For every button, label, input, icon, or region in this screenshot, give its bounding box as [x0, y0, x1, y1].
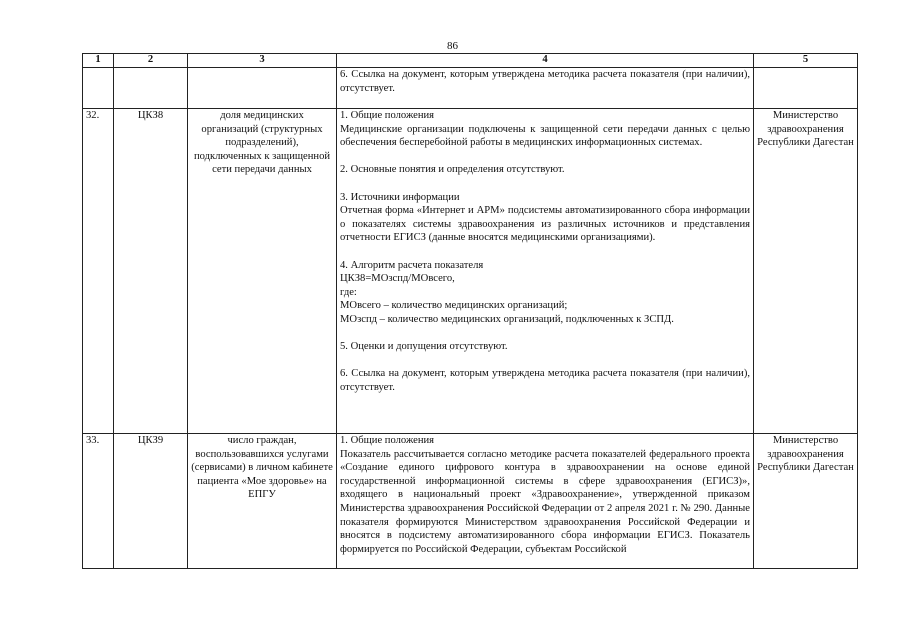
row-number: 32. — [83, 109, 114, 434]
indicator-code: ЦКЗ8 — [114, 109, 188, 434]
responsible-body: Министерство здравоохранения Республики Дагестан — [754, 434, 858, 569]
table-row-33 — [83, 434, 858, 569]
cell-methodology — [337, 434, 754, 569]
cell-empty — [114, 68, 188, 109]
cell-empty — [83, 68, 114, 109]
section-definitions: 2. Основные понятия и определения отсутствуют. — [340, 164, 565, 176]
methodology-reference: 6. Ссылка на документ, которым утверждена методика расчета показателя (при наличии), отсутствует. — [340, 69, 750, 94]
cell-empty — [754, 68, 858, 109]
table-row-continuation — [83, 68, 858, 109]
section-text: Показатель рассчитывается согласно методике расчета показателей федерального проекта «Создание единого цифрового контура в здравоохранении на основе единой государственной информационной системы в сфере здравоохранения (ЕГИСЗ)», входящего в национальный проект «Здравоохранение», утвержденной приказом Министерства здравоохранения Российской Федерации от 2 апреля 2021 г. № 290. Данные показателя формируются Министерством здравоохранения Российской Федерации и вносятся в подсистему автоматизированного сбора информации ЕГИСЗ. Показатель формируется по Российской Федерации, субъектам Российской — [340, 448, 750, 555]
methodology-reference: 6. Ссылка на документ, которым утверждена методика расчета показателя (при наличии), отсутствует. — [340, 368, 750, 393]
page-number: 86 — [447, 40, 458, 52]
section-text: Отчетная форма «Интернет и АРМ» подсистемы автоматизированного сбора информации о показателях системы здравоохранения из различных источников и представления отчетности ЕГИСЗ (данные вносятся медицинскими организациями). — [340, 205, 750, 244]
formula-where: где: — [340, 286, 357, 298]
table-row-32 — [83, 109, 858, 434]
column-header-2: 2 — [114, 54, 188, 68]
cell-empty — [188, 68, 337, 109]
responsible-body: Министерство здравоохранения Республики Дагестан — [754, 109, 858, 434]
section-text: Медицинские организации подключены к защищенной сети передачи данных с целью обеспечения бесперебойной работы в медицинских информационных системах. — [340, 123, 750, 149]
formula-definition: МОзспд – количество медицинских организаций, подключенных к ЗСПД. — [340, 313, 674, 325]
indicator-name: число граждан, воспользовавшихся услугами (сервисами) в личном кабинете пациента «Мое здоровье» на ЕПГУ — [188, 434, 337, 569]
cell-methodology — [337, 109, 754, 434]
column-header-5: 5 — [754, 54, 858, 68]
indicators-table — [82, 53, 858, 569]
cell-methodology-continuation — [337, 68, 754, 109]
section-title: 1. Общие положения — [340, 435, 435, 446]
indicator-name: доля медицинских организаций (структурных подразделений), подключенных к защищенной сети передачи данных — [188, 109, 337, 434]
section-title: 4. Алгоритм расчета показателя — [340, 259, 484, 271]
row-number: 33. — [83, 434, 114, 569]
indicator-code: ЦКЗ9 — [114, 434, 188, 569]
formula-definition: МОвсего – количество медицинских организаций; — [340, 300, 568, 312]
formula: ЦКЗ8=МОзспд/МОвсего, — [340, 273, 455, 285]
column-header-3: 3 — [188, 54, 337, 68]
column-header-4: 4 — [337, 54, 754, 68]
section-assumptions: 5. Оценки и допущения отсутствуют. — [340, 341, 508, 353]
column-header-1: 1 — [83, 54, 114, 68]
table-header-row — [83, 54, 858, 68]
section-title: 3. Источники информации — [340, 191, 460, 203]
section-title: 1. Общие положения — [340, 110, 435, 121]
